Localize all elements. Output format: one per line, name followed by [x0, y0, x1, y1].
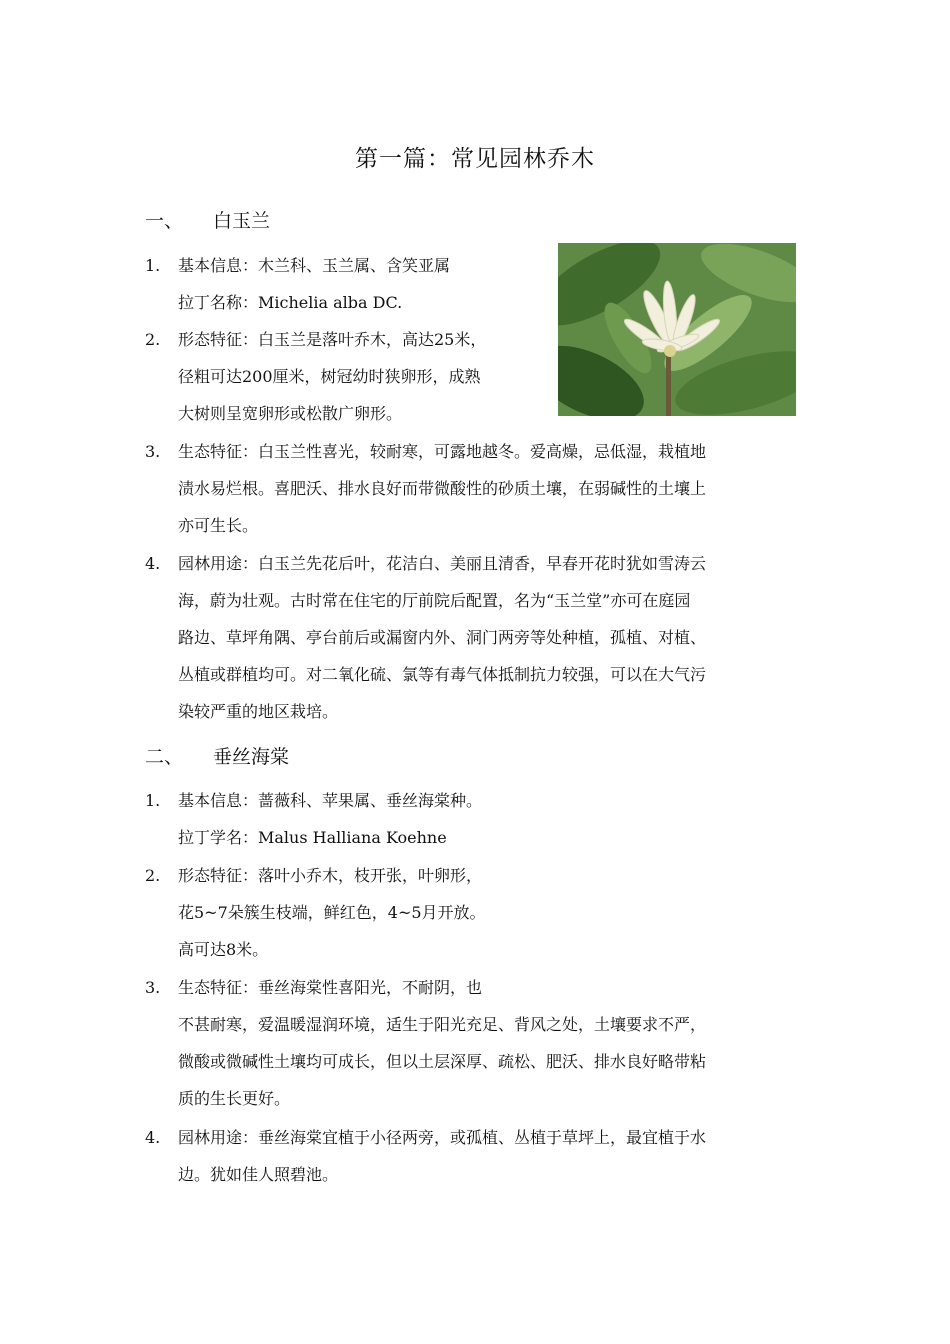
list-item: 4. 园林用途：白玉兰先花后叶，花洁白、美丽且清香，早春开花时犹如雪涛云 海，蔚为壮观。古时常在住宅的厅前院后配置，名为“玉兰堂”亦可在庭园 路边、草坪角隅、亭台前后或漏窗内外、洞门两旁等处种植，孤植、对植、 丛植或群植均可。对二氧化硫、氯等有毒气体抵制抗力较强，可以在大气污 染较严重的地区栽培。: [145, 554, 707, 721]
section-title: 白玉兰: [213, 210, 271, 232]
list-item: 1. 基本信息：蔷薇科、苹果属、垂丝海棠种。 拉丁学名：Malus Halliana Koehne: [145, 791, 483, 847]
section-title: 垂丝海棠: [213, 746, 290, 768]
page-title: 第一篇：常见园林乔木: [355, 146, 595, 172]
list-item: 4. 园林用途：垂丝海棠宜植于小径两旁，或孤植、丛植于草坪上，最宜植于水 边。犹如佳人照碧池。: [145, 1128, 707, 1184]
section-number: 一、: [145, 210, 184, 232]
white-magnolia-flower-photo-icon: [558, 243, 796, 416]
list-item: 1. 基本信息：木兰科、玉兰属、含笑亚属 拉丁名称：Michelia alba DC.: [145, 256, 451, 312]
list-item: 3. 生态特征：白玉兰性喜光，较耐寒，可露地越冬。爱高燥，忌低湿，栽植地 渍水易烂根。喜肥沃、排水良好而带微酸性的砂质土壤，在弱碱性的土壤上 亦可生长。: [145, 442, 707, 535]
list-item: 2. 形态特征：落叶小乔木，枝开张，叶卵形， 花5~7朵簇生枝端，鲜红色，4~5月开放。 高可达8米。: [145, 866, 486, 959]
section-number: 二、: [145, 746, 184, 768]
list-item: 3. 生态特征：垂丝海棠性喜阳光，不耐阴，也 不甚耐寒，爱温暖湿润环境，适生于阳光充足、背风之处，土壤要求不严， 微酸或微碱性土壤均可成长，但以土层深厚、疏松、肥沃、排水良好略带粘 质的生长更好。: [145, 978, 707, 1108]
section-heading-2: [145, 742, 289, 769]
section-heading-1: [145, 206, 270, 233]
magnolia-photo: [558, 243, 796, 416]
list-item: 2. 形态特征：白玉兰是落叶乔木，高达25米， 径粗可达200厘米，树冠幼时狭卵形，成熟 大树则呈宽卵形或松散广卵形。: [145, 330, 487, 423]
